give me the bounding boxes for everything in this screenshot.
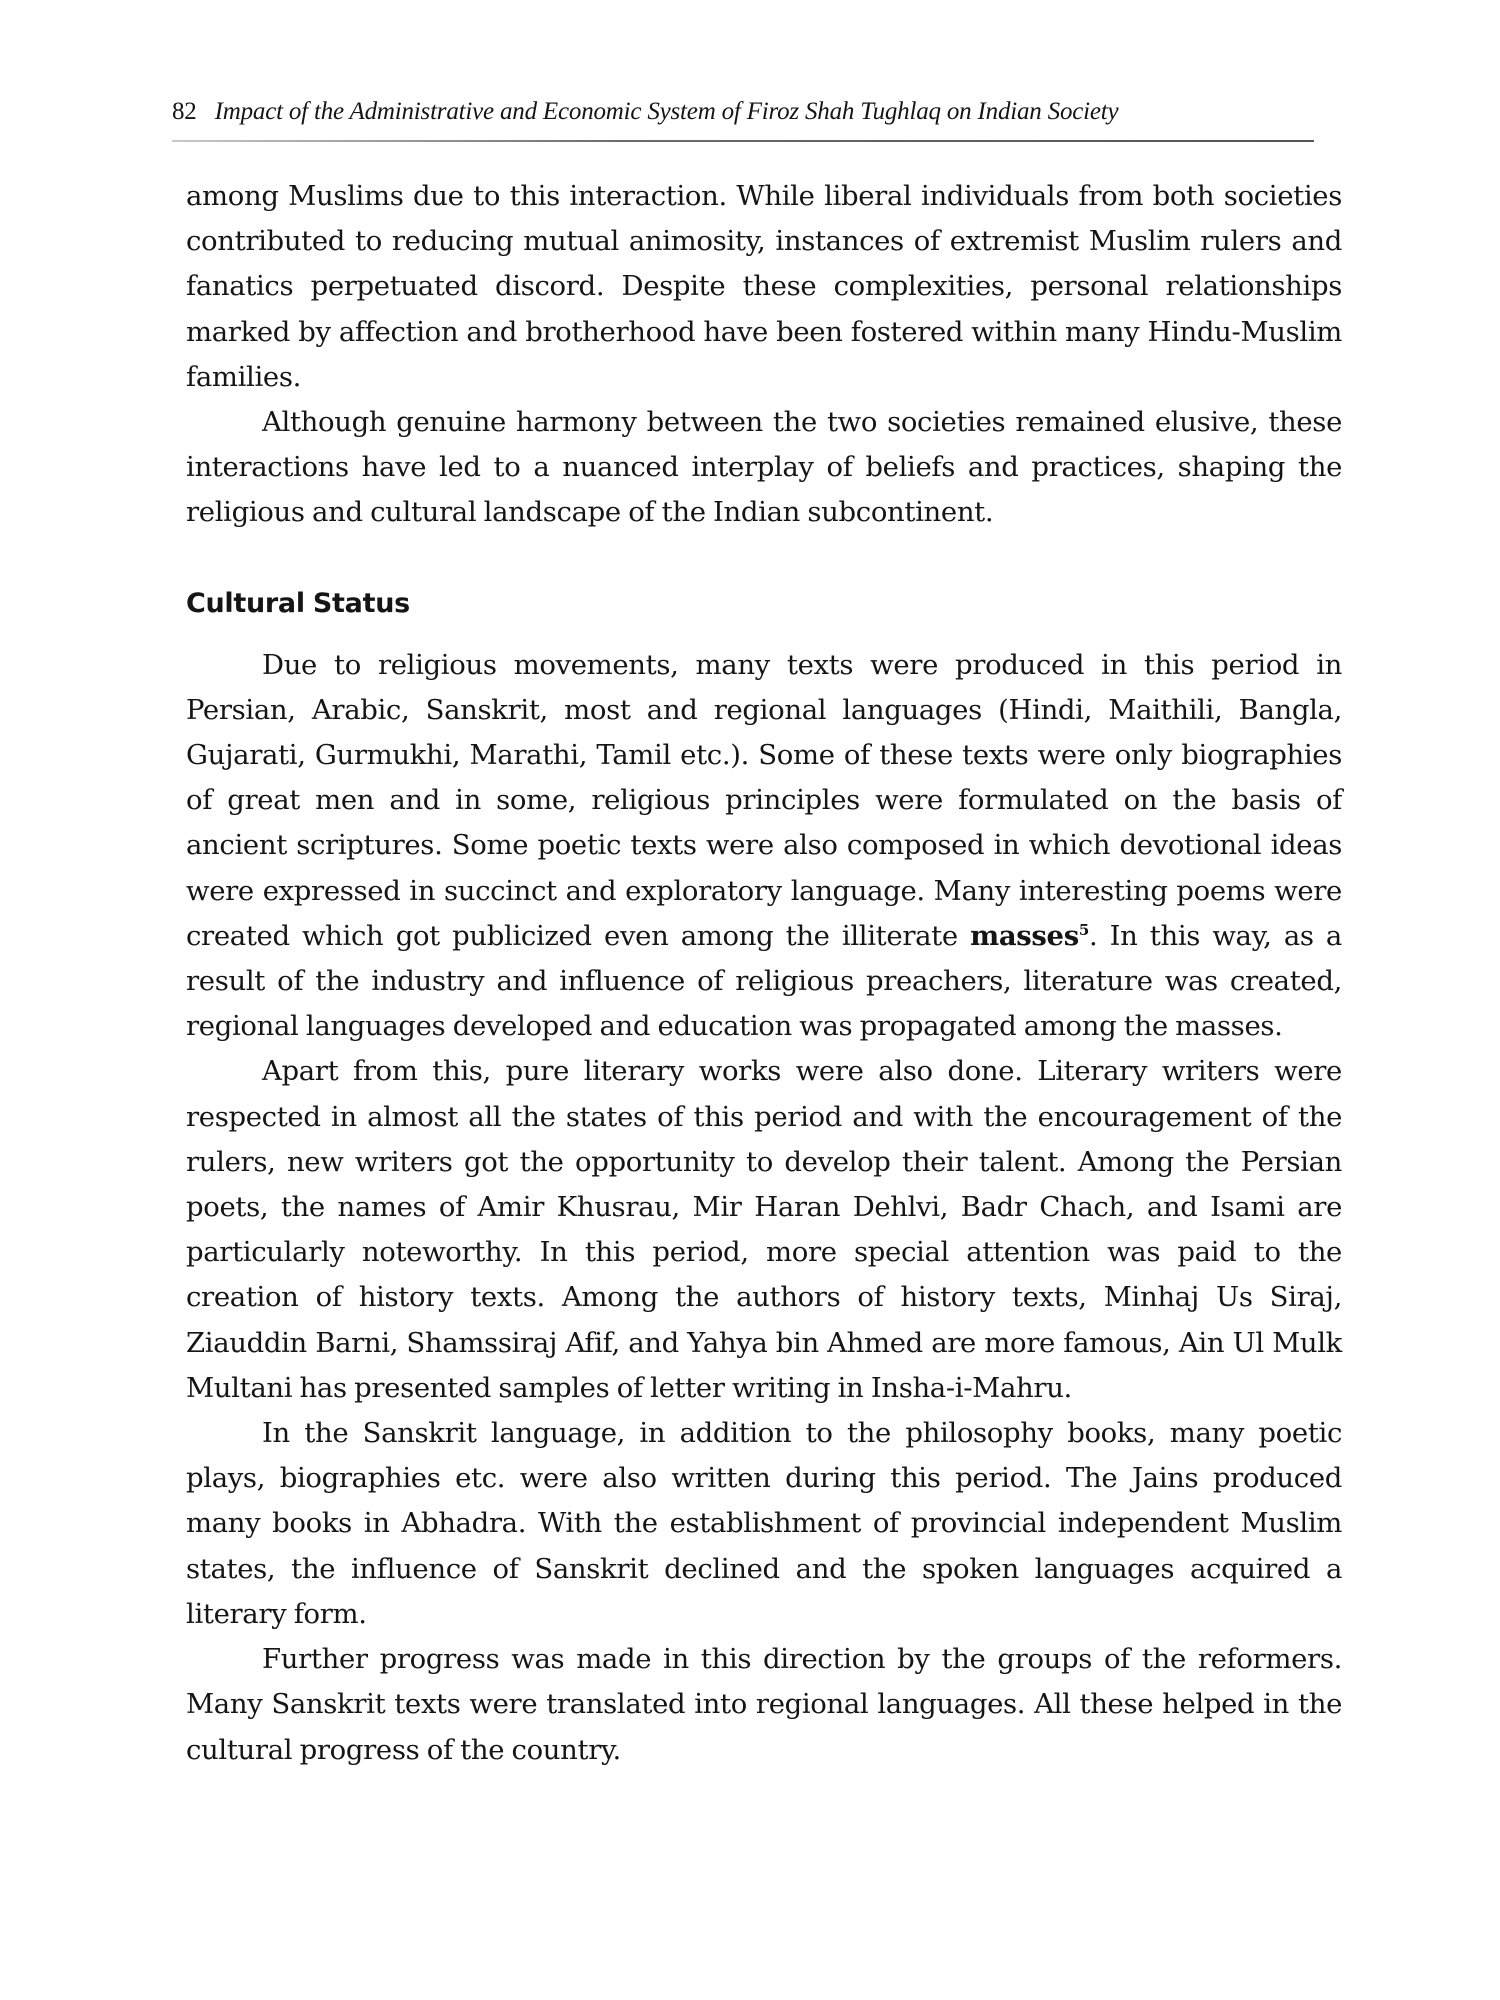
paragraph: In the Sanskrit language, in addition to the philosophy books, many poetic plays, biographies etc. were also written during this period. The Jains produced many books in Abhadra. With the establishment of provincial independent Muslim states, the influence of Sanskrit declined and the spoken languages acquired a literary form. xyxy=(186,1417,1342,1630)
paragraph: Although genuine harmony between the two societies remained elusive, these interactions have led to a nuanced interplay of beliefs and practices, shaping the religious and cultural landscape of the Indian subcontinent. xyxy=(186,406,1342,529)
paragraph: Apart from this, pure literary works were also done. Literary writers were respected in almost all the states of this period and with the encouragement of the rulers, new writers got the opportunity to develop their talent. Among the Persian poets, the names of Amir Khusrau, Mir Haran Dehlvi, Badr Chach, and Isami are particularly noteworthy. In this period, more special attention was paid to the creation of history texts. Among the authors of history texts, Minhaj Us Siraj, Ziauddin Barni, Shamssiraj Afif, and Yahya bin Ahmed are more famous, Ain Ul Mulk Multani has presented samples of letter writing in Insha-i-Mahru. xyxy=(186,1055,1342,1404)
paragraph-continued: among Muslims due to this interaction. While liberal individuals from both societies contributed to reducing mutual animosity, instances of extremist Muslim rulers and fanatics perpetuated discord. Despite these complexities, personal relationships marked by affection and brotherhood have been fostered within many Hindu-Muslim families. xyxy=(186,180,1342,393)
paragraph-text: . In this way, as a result of the industry and influence of religious preachers, literature was created, regional languages developed and education was propagated among the masses. xyxy=(186,919,1342,1043)
paragraph: Further progress was made in this direction by the groups of the reformers. Many Sanskrit texts were translated into regional languages. All these helped in the cultural progress of the country. xyxy=(186,1643,1342,1766)
running-title: Impact of the Administrative and Economic System of Firoz Shah Tughlaq on Indian Society xyxy=(214,98,1119,125)
running-header xyxy=(172,98,1312,126)
section-heading: Cultural Status xyxy=(186,587,410,619)
page-number: 82 xyxy=(172,98,197,125)
footnote-marker[interactable]: 5 xyxy=(1078,920,1089,939)
paragraph-text: Due to religious movements, many texts were produced in this period in Persian, Arabic, Sanskrit, most and regional languages (Hindi, Maithili, Bangla, Gujarati, Gurmukhi, Marathi, Tamil etc.). Some of these texts were only biographies of great men and in some, religious principles were formulated on the basis of ancient scriptures. Some poetic texts were also composed in which devotional ideas were expressed in succinct and exploratory language. Many interesting poems were created which got publicized even among the illiterate xyxy=(186,648,1342,952)
paragraph xyxy=(186,643,1342,1050)
header-rule xyxy=(172,140,1314,142)
bold-term: masses xyxy=(970,919,1079,952)
page-body xyxy=(186,174,1342,1773)
